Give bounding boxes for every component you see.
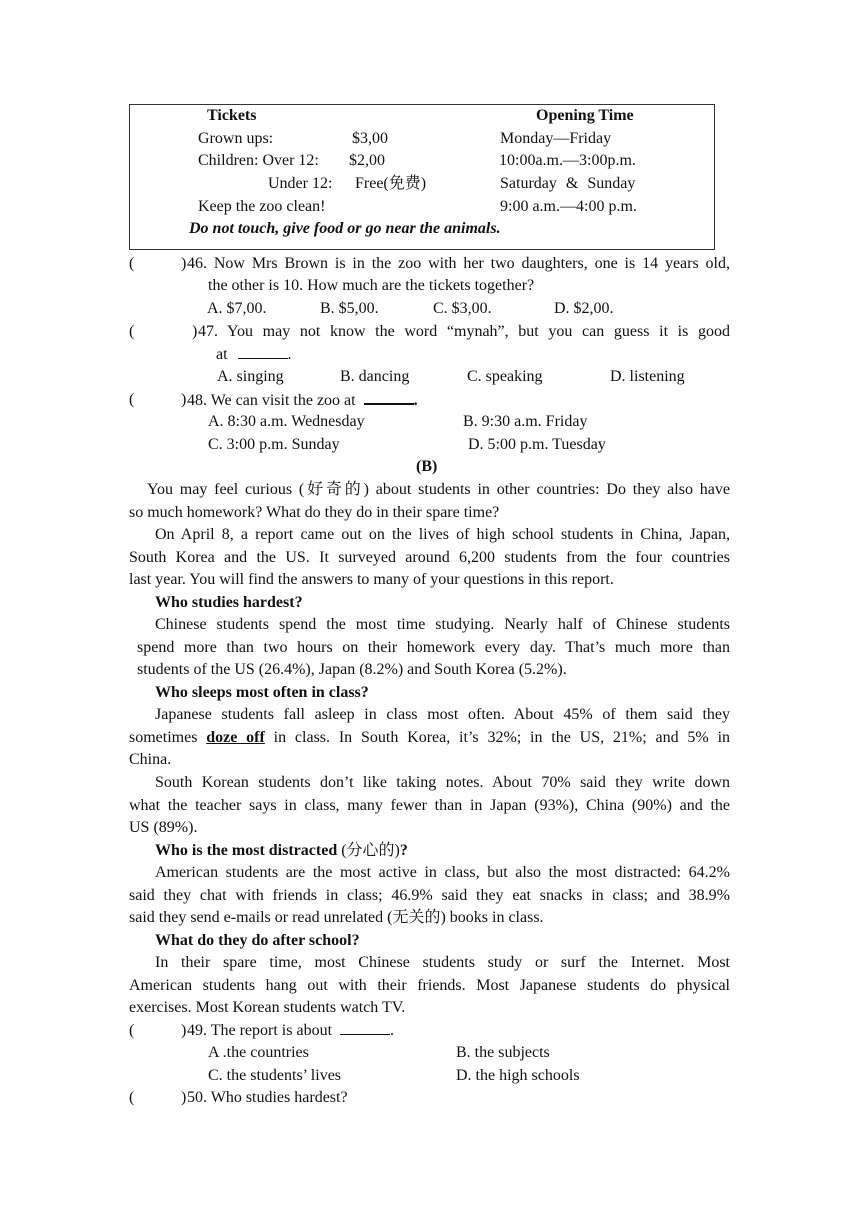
q48-option-b: B. 9:30 a.m. Friday <box>463 413 588 430</box>
subheading-after-school: What do they do after school? <box>155 932 360 949</box>
q46-open-paren: ( <box>129 255 135 272</box>
q46-option-c: C. $3,00. <box>433 300 492 317</box>
subheading-sleeps-in-class: Who sleeps most often in class? <box>155 684 369 701</box>
q48-line1-end: . <box>413 392 418 409</box>
q46-option-d: D. $2,00. <box>554 300 614 317</box>
passage-paragraph-5: South Korean students don’t like taking notes. About 70% said they write down what the teacher says in class, many fewer than in Japan (93%), China (90%) and the US (89%). <box>129 774 730 837</box>
q48-option-a: A. 8:30 a.m. Wednesday <box>208 413 365 430</box>
weekday-label: Monday—Friday <box>500 130 612 147</box>
passage-paragraph-4-line-2: sometimes doze off in class. In South Korea, it’s 32%; in the US, 21%; and 5% in <box>129 728 731 746</box>
passage-paragraph-4: Japanese students fall asleep in class most often. About 45% of them said they sometimes doze off in class. In South Korea, it’s 32%; in the US, 21%; and 5% in China. <box>129 706 731 769</box>
passage-paragraph-1: You may feel curious (好奇的) about students in other countries: Do they also have so much homework? What do they do in their spare time? <box>129 481 730 521</box>
children-over-label: Children: Over 12: <box>198 152 319 169</box>
q46-line2: the other is 10. How much are the tickets together? <box>208 277 535 294</box>
q46-close-paren: ) <box>181 255 187 272</box>
under-12-price: Free(免费) <box>355 175 427 192</box>
q48-open-paren: ( <box>129 391 135 408</box>
weekend-hours: 9:00 a.m.—4:00 p.m. <box>500 198 637 215</box>
q47-option-c: C. speaking <box>467 368 543 385</box>
q49-option-b: B. the subjects <box>456 1044 550 1061</box>
warning-text: Do not touch, give food or go near the animals. <box>189 220 501 237</box>
passage-paragraph-7: In their spare time, most Chinese students study or surf the Internet. Most American students hang out with their friends. Most Japanese students do physical exercises. Most Korean students watch TV. <box>129 954 730 1017</box>
subheading-studies-hardest: Who studies hardest? <box>155 594 303 611</box>
q47-line2-end: . <box>287 346 292 363</box>
passage-paragraph-2: On April 8, a report came out on the lives of high school students in China, Japan, South Korea and the US. It surveyed around 6,200 students from the four countries last year. You will find the answers to many of your questions in this report. <box>129 526 730 589</box>
q50-line1: 50. Who studies hardest? <box>187 1089 348 1106</box>
q47-option-b: B. dancing <box>340 368 410 385</box>
q48-line1 <box>187 389 418 413</box>
q46-option-a: A. $7,00. <box>207 300 267 317</box>
q46-line1: 46. Now Mrs Brown is in the zoo with her two daughters, one is 14 years old, <box>187 255 730 272</box>
q48-close-paren: ) <box>181 391 187 408</box>
q48-line1-text: 48. We can visit the zoo at <box>187 392 356 409</box>
q49-line1 <box>187 1020 394 1043</box>
q46-option-b: B. $5,00. <box>320 300 379 317</box>
q47-line2-text: at <box>216 346 228 363</box>
q47-option-d: D. listening <box>610 368 685 385</box>
q49-option-c: C. the students’ lives <box>208 1067 342 1084</box>
tickets-heading: Tickets <box>207 107 257 124</box>
weekday-hours: 10:00a.m.—3:00p.m. <box>499 152 636 169</box>
children-over-price: $2,00 <box>349 152 385 169</box>
q50-close-paren: ) <box>181 1089 187 1106</box>
q49-close-paren: ) <box>181 1022 187 1039</box>
q47-open-paren: ( <box>129 323 135 340</box>
q49-option-a: A .the countries <box>208 1044 309 1061</box>
q47-line2 <box>216 344 292 367</box>
q47-answer-blank <box>238 344 288 359</box>
q49-open-paren: ( <box>129 1022 135 1039</box>
keep-clean-text: Keep the zoo clean! <box>198 198 326 215</box>
q48-option-c: C. 3:00 p.m. Sunday <box>208 436 340 453</box>
grown-ups-label: Grown ups: <box>198 130 274 147</box>
q49-line1-end: . <box>390 1022 395 1039</box>
weekend-label: Saturday & Sunday <box>500 175 636 192</box>
grown-ups-price: $3,00 <box>352 130 388 147</box>
q48-answer-blank <box>364 389 414 405</box>
section-b-heading: (B) <box>416 458 438 475</box>
under-12-label: Under 12: <box>268 175 333 192</box>
passage-paragraph-6: American students are the most active in class, but also the most distracted: 64.2% said they chat with friends in class; 46.9% said they eat snacks in class; and 38.9% said they send e-mails or read unrelated (无关的) books in class. <box>129 864 730 927</box>
q49-line1-text: 49. The report is about <box>187 1022 333 1039</box>
opening-time-heading: Opening Time <box>536 107 634 124</box>
subheading-most-distracted: Who is the most distracted (分心的)? <box>155 842 408 859</box>
q50-open-paren: ( <box>129 1089 135 1106</box>
q48-option-d: D. 5:00 p.m. Tuesday <box>468 436 606 453</box>
q49-answer-blank <box>340 1020 390 1035</box>
q47-close-paren: ) <box>192 323 198 340</box>
q47-option-a: A. singing <box>217 368 284 385</box>
q49-option-d: D. the high schools <box>456 1067 580 1084</box>
passage-paragraph-3: Chinese students spend the most time studying. Nearly half of Chinese students spend more than two hours on their homework every day. That’s much more than students of the US (26.4%), Japan (8.2%) and South Korea (5.2%). <box>137 616 730 679</box>
q47-line1: 47. You may not know the word “mynah”, but you can guess it is good <box>198 323 730 340</box>
doze-off-term: doze off <box>206 728 265 746</box>
